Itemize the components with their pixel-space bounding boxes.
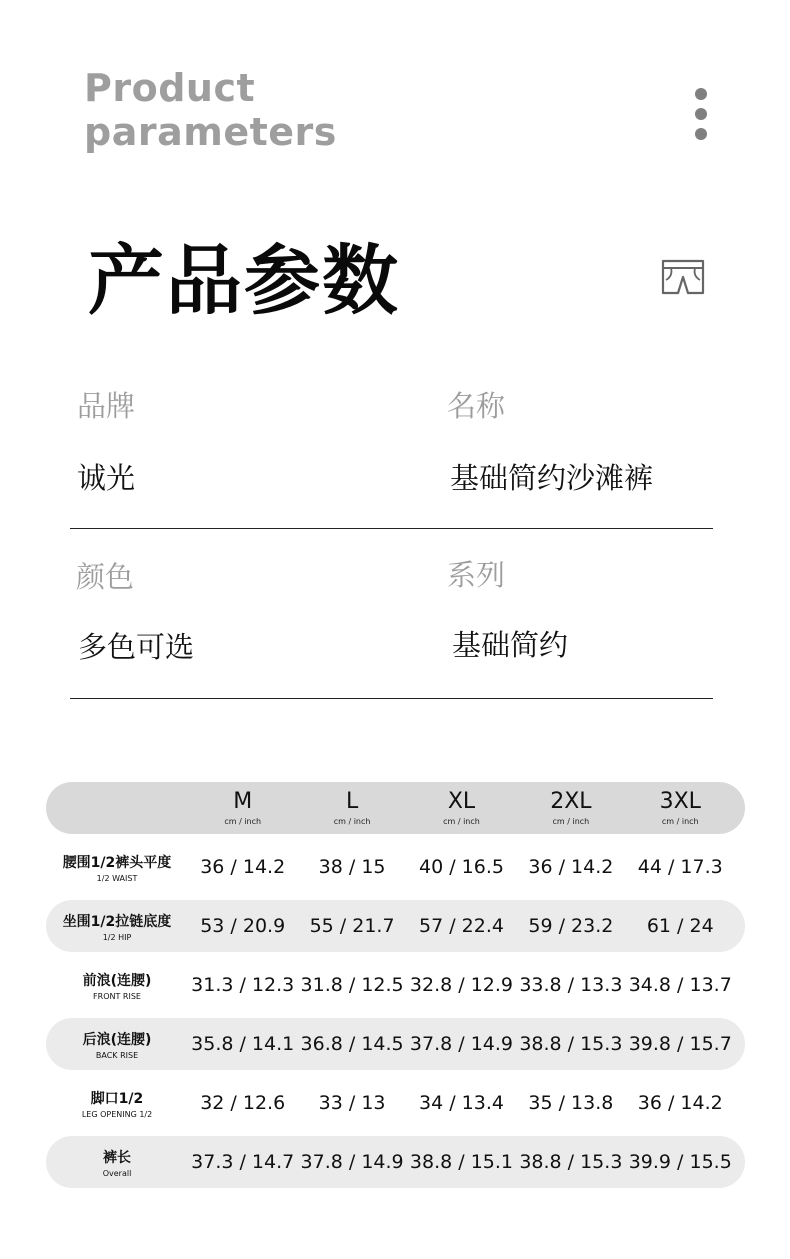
unit-label: cm / inch: [552, 817, 590, 826]
brand-label: 品牌: [77, 389, 136, 423]
table-row: [46, 1136, 745, 1188]
size-table-header: [46, 782, 745, 834]
table-cell: 33 / 13: [318, 1092, 386, 1114]
row-label-cn: 前浪(连腰): [82, 972, 152, 989]
table-cell: 32 / 12.6: [200, 1092, 286, 1114]
row-label: [46, 1088, 188, 1119]
size-label: M: [233, 789, 253, 814]
table-row: [46, 1077, 745, 1129]
table-cell: 34.8 / 13.7: [628, 974, 732, 996]
column-header: [516, 790, 625, 826]
color-label: 颜色: [76, 560, 135, 594]
table-cell: 33.8 / 13.3: [519, 974, 623, 996]
table-cell: 38.8 / 15.3: [519, 1151, 623, 1173]
table-cell: 39.9 / 15.5: [628, 1151, 732, 1173]
divider: [70, 698, 713, 699]
english-title-line1: Product: [84, 66, 256, 110]
table-cell: 38 / 15: [318, 856, 386, 878]
table-cell: 36 / 14.2: [637, 1092, 723, 1114]
column-header: [626, 790, 735, 826]
table-cell: 32.8 / 12.9: [409, 974, 514, 996]
table-cell: 40 / 16.5: [418, 856, 504, 878]
row-label-en: 1/2 WAIST: [96, 873, 138, 883]
row-label: [46, 911, 188, 942]
size-table: [46, 782, 745, 1195]
table-cell: 39.8 / 15.7: [628, 1033, 732, 1055]
unit-label: cm / inch: [443, 817, 480, 826]
name-value: 基础简约沙滩裤: [450, 461, 654, 495]
row-label-cn: 坐围1/2拉链底度: [62, 913, 172, 930]
table-cell: 53 / 20.9: [200, 915, 286, 937]
brand-value: 诚光: [77, 461, 136, 495]
english-title: [84, 66, 337, 154]
series-label: 系列: [447, 558, 506, 592]
table-cell: 57 / 22.4: [418, 915, 504, 937]
table-cell: 61 / 24: [646, 915, 714, 937]
row-label-cn: 裤长: [103, 1149, 131, 1166]
unit-label: cm / inch: [661, 817, 699, 826]
table-cell: 44 / 17.3: [637, 856, 723, 878]
row-label: [46, 970, 188, 1001]
vertical-dots-icon: [693, 88, 709, 140]
divider: [70, 528, 713, 529]
series-value: 基础简约: [452, 628, 569, 662]
table-row: [46, 959, 745, 1011]
column-header: [188, 790, 297, 826]
table-cell: 31.8 / 12.5: [300, 974, 404, 996]
table-cell: 55 / 21.7: [309, 915, 395, 937]
row-label-en: BACK RISE: [95, 1050, 139, 1060]
size-label: 2XL: [550, 789, 592, 814]
table-cell: 35.8 / 14.1: [191, 1033, 295, 1055]
table-cell: 36 / 14.2: [528, 856, 614, 878]
table-cell: 34 / 13.4: [418, 1092, 504, 1114]
table-cell: 36.8 / 14.5: [300, 1033, 404, 1055]
column-header: [407, 790, 516, 826]
row-label: [46, 852, 188, 883]
row-label-cn: 后浪(连腰): [82, 1031, 152, 1048]
table-row: [46, 900, 745, 952]
english-title-line2: parameters: [84, 110, 337, 154]
row-label-en: 1/2 HIP: [102, 932, 132, 942]
row-label-cn: 腰围1/2裤头平度: [62, 854, 172, 871]
table-cell: 35 / 13.8: [528, 1092, 614, 1114]
row-label-en: LEG OPENING 1/2: [81, 1109, 153, 1119]
page-title: 产品参数: [88, 236, 400, 325]
row-label: [46, 1029, 188, 1060]
table-cell: 59 / 23.2: [528, 915, 614, 937]
size-label: XL: [447, 789, 476, 814]
table-row: [46, 841, 745, 893]
row-label-cn: 脚口1/2: [90, 1090, 144, 1107]
color-value: 多色可选: [78, 630, 195, 664]
table-cell: 36 / 14.2: [200, 856, 286, 878]
row-label: [46, 1147, 188, 1178]
table-cell: 31.3 / 12.3: [191, 974, 295, 996]
table-row: [46, 1018, 745, 1070]
table-cell: 37.8 / 14.9: [409, 1033, 514, 1055]
unit-label: cm / inch: [224, 817, 262, 826]
row-label-en: Overall: [102, 1168, 132, 1178]
table-cell: 38.8 / 15.3: [519, 1033, 623, 1055]
table-cell: 37.3 / 14.7: [191, 1151, 295, 1173]
name-label: 名称: [447, 389, 506, 423]
size-label: L: [345, 789, 359, 814]
unit-label: cm / inch: [333, 817, 371, 826]
shorts-icon: [660, 258, 706, 296]
table-cell: 38.8 / 15.1: [409, 1151, 514, 1173]
size-label: 3XL: [659, 789, 701, 814]
column-header: [297, 790, 406, 826]
table-cell: 37.8 / 14.9: [300, 1151, 404, 1173]
row-label-en: FRONT RISE: [93, 991, 141, 1001]
